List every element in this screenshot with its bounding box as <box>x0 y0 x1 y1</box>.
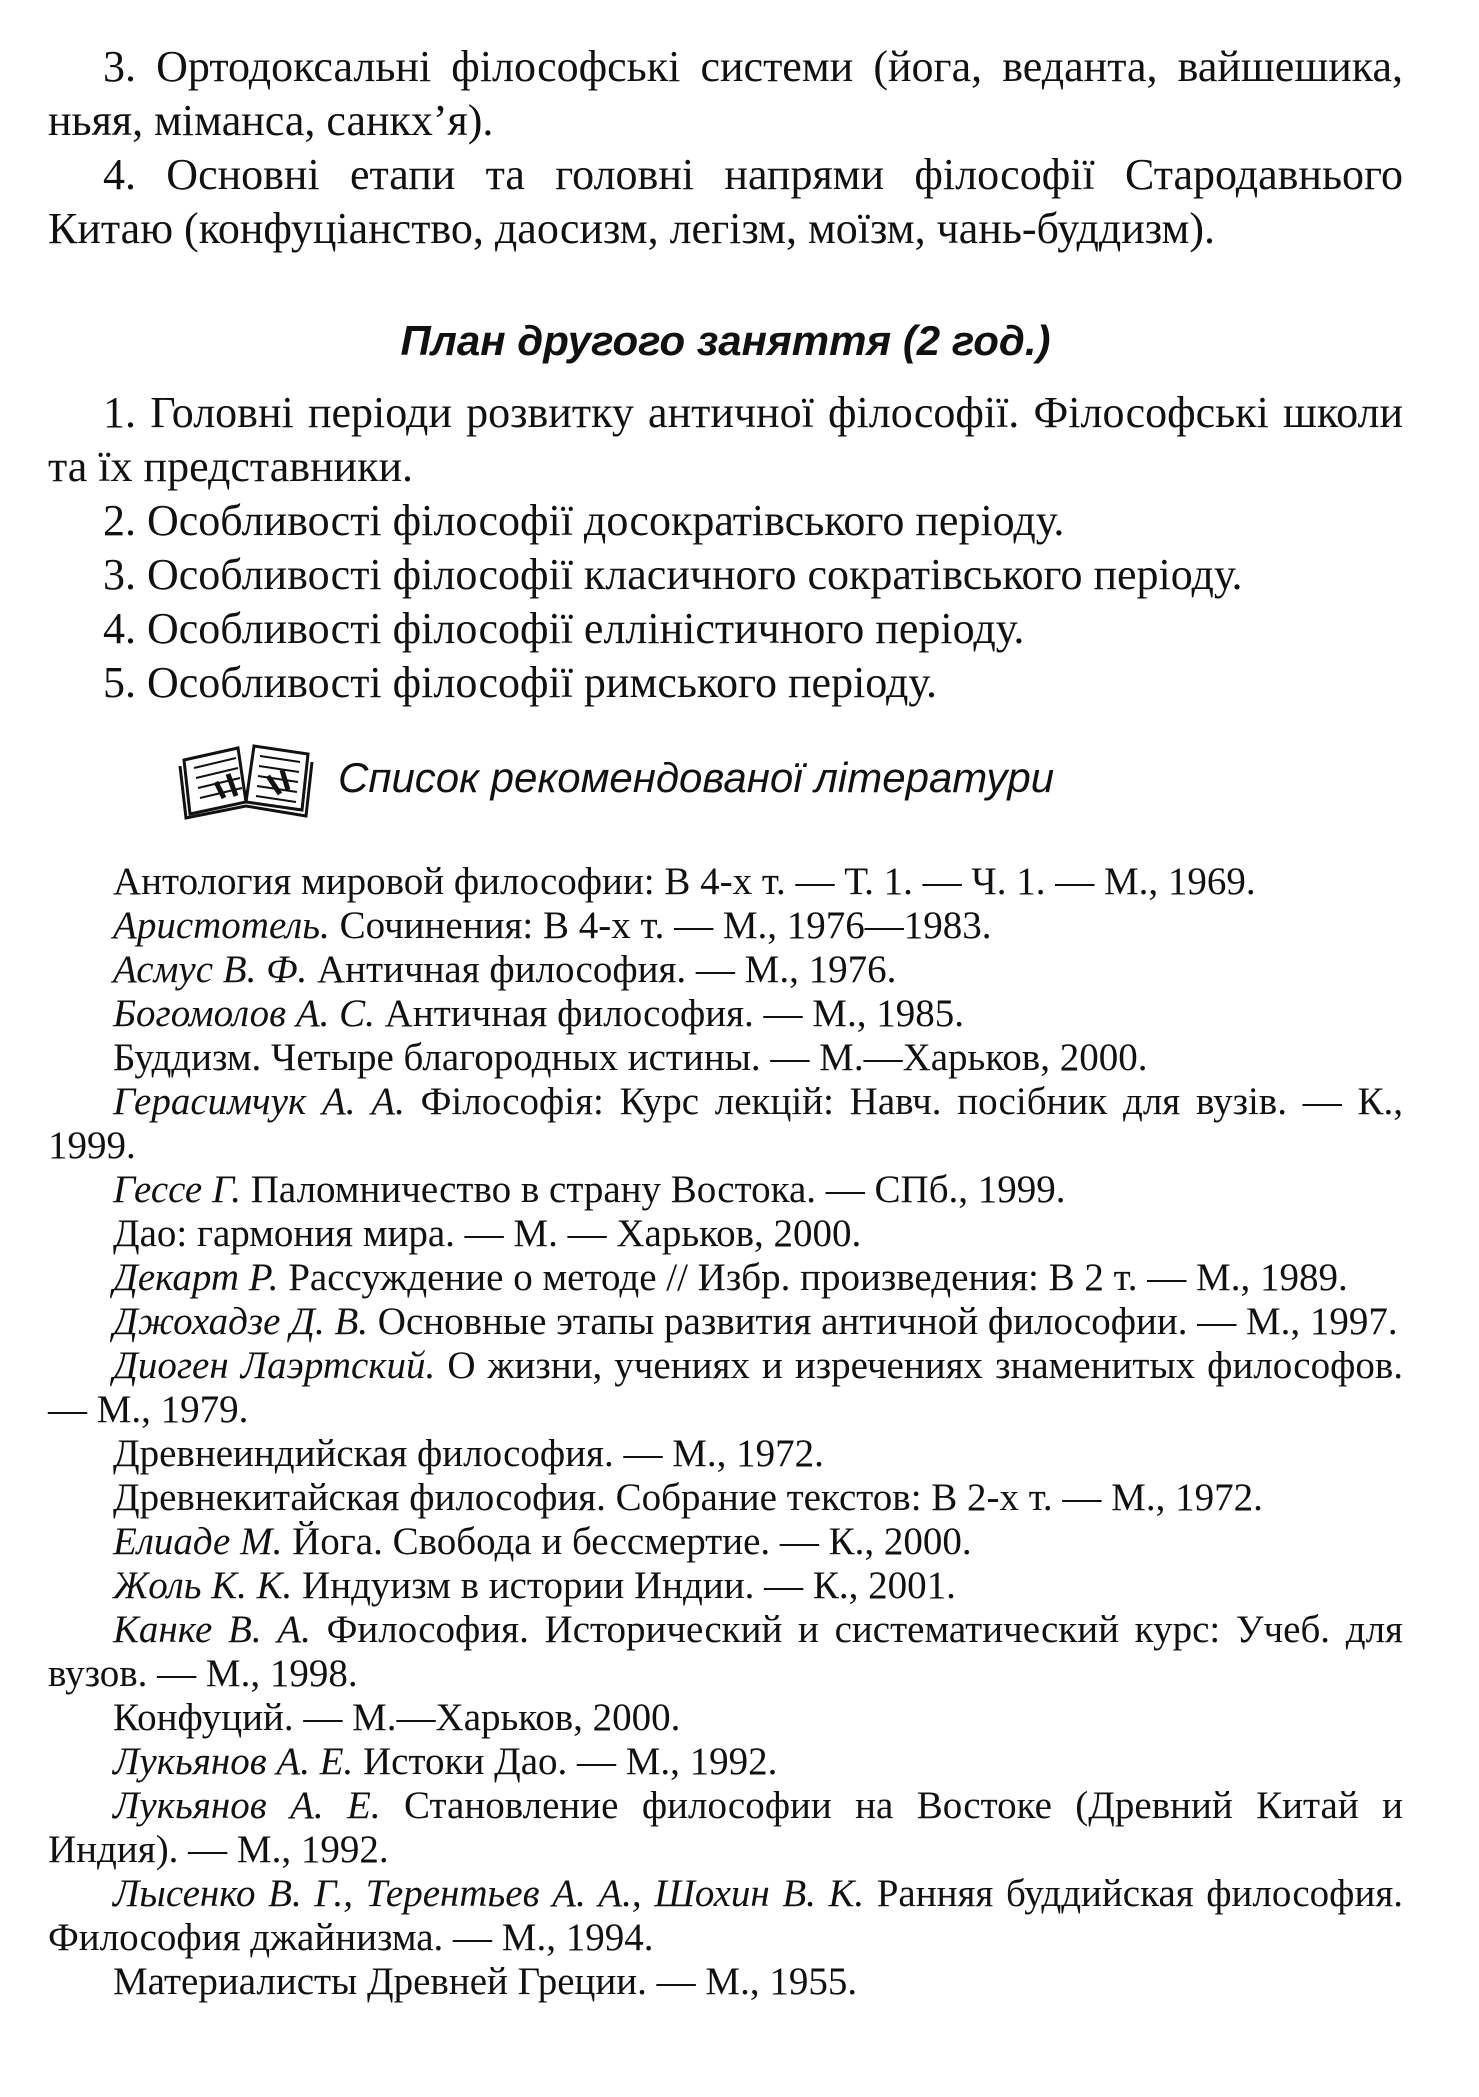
entry-author: Декарт Р. <box>113 1256 279 1299</box>
bibliography-entry <box>48 1256 1403 1300</box>
bibliography-entry <box>48 1608 1403 1696</box>
entry-text: Ранняя буддийская философия. Философия джайнизма. — М., 1994. <box>48 1872 1404 1959</box>
bibliography-entry <box>48 1168 1403 1212</box>
bibliography-entry <box>48 1784 1403 1872</box>
bibliography-entry <box>48 1036 1403 1080</box>
bibliography-entry <box>48 1476 1403 1520</box>
literature-title: Список рекомендованої літератури <box>338 754 1055 801</box>
entry-text: Паломничество в страну Востока. — СПб., 1999. <box>241 1168 1066 1211</box>
entry-text: Становление философии на Востоке (Древний Китай и Индия). — М., 1992. <box>48 1784 1404 1871</box>
entry-author: Джохадзе Д. В. <box>113 1300 369 1343</box>
list-item: 4. Особливості філософії елліністичного періоду. <box>103 604 1025 653</box>
bibliography-entry <box>48 948 1403 992</box>
entry-text: Конфуций. — М.—Харьков, 2000. <box>113 1696 681 1739</box>
bibliography-entry <box>48 860 1403 904</box>
bibliography-entry <box>48 1740 1403 1784</box>
entry-author: Асмус В. Ф. <box>113 948 308 991</box>
list-item: 2. Особливості філософії досократівського періоду. <box>103 496 1065 545</box>
list-item: 1. Головні періоди розвитку античної філософії. Філософські школи та їх представники. <box>48 388 1403 491</box>
entry-text: Индуизм в истории Индии. — К., 2001. <box>292 1564 956 1607</box>
entry-author: Канке В. А. <box>113 1608 311 1651</box>
entry-text: Материалисты Древней Греции. — М., 1955. <box>113 1960 858 2003</box>
entry-text: Античная философия. — М., 1976. <box>307 948 897 991</box>
bibliography-entry <box>48 1564 1403 1608</box>
list-item: 4. Основні етапи та головні напрями філософії Стародавнього Китаю (конфуціанство, даосизм, легізм, моїзм, чань-буддизм). <box>48 150 1403 253</box>
bibliography-entry <box>48 1432 1403 1476</box>
entry-author: Диоген Лаэртский. <box>113 1344 436 1387</box>
bibliography-entry <box>48 1872 1403 1960</box>
bibliography-entry <box>48 1520 1403 1564</box>
entry-author: Аристотель. <box>113 904 330 947</box>
list-item: 5. Особливості філософії римського періоду. <box>103 658 938 707</box>
list-item: 3. Особливості філософії класичного сократівського періоду. <box>103 550 1243 599</box>
bibliography-entry <box>48 1300 1403 1344</box>
bibliography-entry <box>48 904 1403 948</box>
entry-text: Рассуждение о методе // Избр. произведения: В 2 т. — М., 1989. <box>278 1256 1348 1299</box>
entry-text: Древнекитайская философия. Собрание текстов: В 2-х т. — М., 1972. <box>113 1476 1263 1519</box>
open-book-icon <box>176 736 316 820</box>
entry-text: Истоки Дао. — М., 1992. <box>353 1740 778 1783</box>
bibliography-entry <box>48 1080 1403 1168</box>
entry-text: О жизни, учениях и изречениях знаменитых философов. — М., 1979. <box>48 1344 1404 1431</box>
entry-author: Лукьянов А. Е. <box>113 1784 381 1827</box>
bibliography-entry <box>48 1960 1403 2004</box>
plan-list <box>48 386 1403 710</box>
entry-author: Жоль К. К. <box>113 1564 293 1607</box>
bibliography-entry <box>48 1344 1403 1432</box>
bibliography-entry <box>48 1212 1403 1256</box>
entry-author: Лысенко В. Г., Терентьев А. А., Шохин В. К. <box>113 1872 865 1915</box>
entry-author: Гессе Г. <box>113 1168 241 1211</box>
entry-text: Основные этапы развития античной философии. — М., 1997. <box>368 1300 1398 1343</box>
list-item: 3. Ортодоксальні філософські системи (йога, веданта, вайшешика, ньяя, міманса, санкх’я). <box>48 42 1403 145</box>
entry-author: Богомолов А. С. <box>113 992 375 1035</box>
bibliography-entry <box>48 992 1403 1036</box>
entry-text: Антология мировой философии: В 4-х т. — Т. 1. — Ч. 1. — М., 1969. <box>113 860 1256 903</box>
entry-author: Герасимчук А. А. <box>113 1080 405 1123</box>
entry-text: Философия. Исторический и систематический курс: Учеб. для вузов. — М., 1998. <box>48 1608 1403 1695</box>
literature-header <box>176 736 1403 820</box>
plan-heading: План другого заняття (2 год.) <box>400 317 1051 364</box>
entry-text: Античная философия. — М., 1985. <box>374 992 964 1035</box>
intro-list <box>48 40 1403 256</box>
entry-author: Елиаде М. <box>113 1520 283 1563</box>
entry-text: Дао: гармония мира. — М. — Харьков, 2000. <box>113 1212 862 1255</box>
entry-text: Древнеиндийская философия. — М., 1972. <box>113 1432 824 1475</box>
entry-text: Йога. Свобода и бессмертие. — К., 2000. <box>282 1520 972 1563</box>
bibliography-entry <box>48 1696 1403 1740</box>
bibliography-list <box>48 860 1403 2004</box>
entry-text: Сочинения: В 4-х т. — М., 1976—1983. <box>329 904 992 947</box>
entry-text: Буддизм. Четыре благородных истины. — М.—Харьков, 2000. <box>113 1036 1148 1079</box>
entry-author: Лукьянов А. Е. <box>113 1740 354 1783</box>
entry-text: Філософія: Курс лекцій: Навч. посібник для вузів. — К., 1999. <box>48 1080 1403 1167</box>
